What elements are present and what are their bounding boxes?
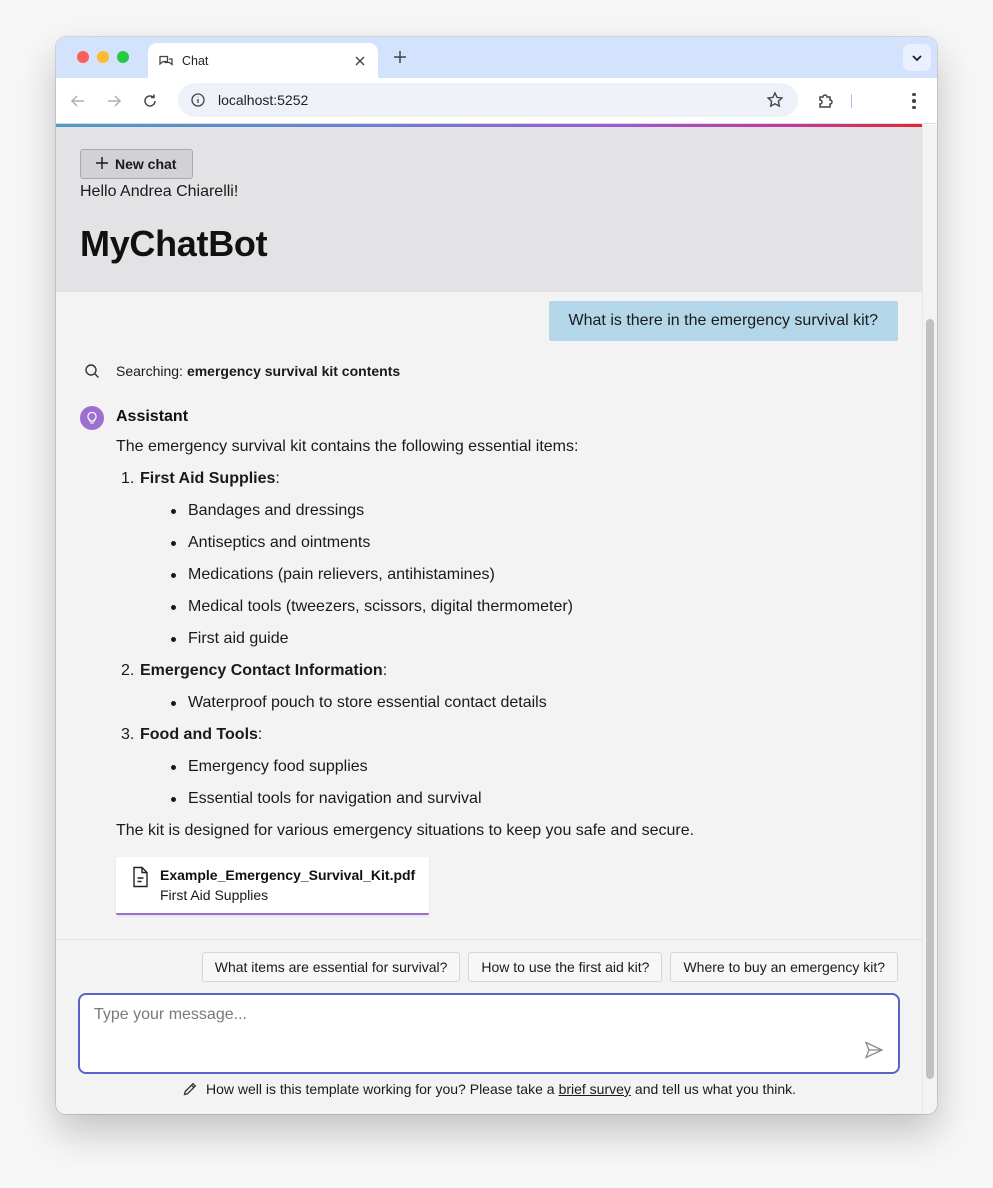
search-prefix: Searching: — [116, 363, 183, 379]
survey-text-after: and tell us what you think. — [634, 1081, 797, 1097]
list-item: Bandages and dressings — [140, 500, 896, 522]
suggestion-button[interactable]: How to use the first aid kit? — [468, 952, 662, 982]
answer-section: 1. First Aid Supplies: Bandages and dressings Antiseptics and ointments Medications (pain relievers, antihistamines) Medical tools (tweezers, scissors, digital thermometer) First aid guide — [116, 468, 896, 650]
search-status — [84, 363, 400, 379]
list-item: Medical tools (tweezers, scissors, digital thermometer) — [140, 596, 896, 618]
document-icon — [130, 866, 150, 888]
lightbulb-icon — [80, 406, 104, 430]
page-header — [56, 127, 922, 292]
user-message: What is there in the emergency survival kit? — [549, 301, 898, 341]
new-tab-button[interactable] — [390, 47, 410, 67]
forward-arrow-icon[interactable] — [104, 91, 124, 111]
site-info-icon[interactable] — [190, 92, 206, 108]
more-menu-icon[interactable] — [904, 91, 924, 111]
app-title: MyChatBot — [80, 223, 268, 264]
citation-subtitle: First Aid Supplies — [160, 887, 269, 903]
new-chat-button[interactable] — [80, 149, 193, 179]
bookmark-star-icon[interactable] — [766, 91, 784, 109]
section-title: Emergency Contact Information — [140, 662, 383, 679]
url-text: localhost:5252 — [218, 92, 309, 108]
list-item: First aid guide — [140, 628, 896, 650]
answer-intro: The emergency survival kit contains the following essential items: — [116, 438, 579, 455]
minimize-window-button[interactable] — [97, 51, 109, 63]
survey-banner — [56, 1081, 922, 1097]
page-viewport — [56, 127, 922, 1114]
citation-filename: Example_Emergency_Survival_Kit.pdf — [160, 867, 416, 883]
back-arrow-icon[interactable] — [68, 91, 88, 111]
pencil-icon — [182, 1081, 198, 1097]
answer-closing: The kit is designed for various emergency situations to keep you safe and secure. — [116, 822, 695, 839]
maximize-window-button[interactable] — [117, 51, 129, 63]
chat-bubble-icon — [158, 53, 174, 69]
answer-sections — [116, 468, 896, 810]
message-input-box — [78, 993, 900, 1074]
search-icon — [84, 363, 100, 379]
extensions-puzzle-icon[interactable] — [816, 91, 836, 111]
list-item: Waterproof pouch to store essential contact details — [140, 692, 896, 714]
survey-link[interactable]: brief survey — [558, 1081, 631, 1097]
citation-card[interactable] — [116, 857, 429, 915]
toolbar-divider — [851, 94, 852, 108]
browser-tab[interactable] — [148, 43, 378, 78]
search-query: emergency survival kit contents — [186, 363, 401, 379]
answer-section: 2. Emergency Contact Information: Waterproof pouch to store essential contact details — [116, 660, 896, 714]
tab-strip — [56, 37, 937, 78]
close-tab-icon[interactable] — [352, 53, 368, 69]
answer-section: 3. Food and Tools: Emergency food supplies Essential tools for navigation and survival — [116, 724, 896, 810]
browser-window — [56, 37, 937, 1114]
plus-icon — [95, 155, 109, 174]
tab-title: Chat — [182, 53, 209, 68]
composer-area — [56, 939, 922, 1114]
address-bar[interactable] — [178, 83, 798, 117]
survey-text-before: How well is this template working for you? Please take a — [205, 1081, 555, 1097]
list-item: Medications (pain relievers, antihistamines) — [140, 564, 896, 586]
suggestion-button[interactable]: What items are essential for survival? — [202, 952, 461, 982]
message-input[interactable] — [80, 995, 898, 1072]
suggestion-button[interactable]: Where to buy an emergency kit? — [670, 952, 898, 982]
scrollbar-thumb[interactable] — [926, 319, 934, 1079]
assistant-name: Assistant — [116, 408, 189, 425]
list-item: Emergency food supplies — [140, 756, 896, 778]
suggestion-list — [202, 952, 898, 982]
send-icon[interactable] — [864, 1040, 884, 1060]
browser-toolbar — [56, 78, 937, 124]
section-title: First Aid Supplies — [140, 470, 276, 487]
assistant-answer — [116, 436, 896, 842]
list-item: Essential tools for navigation and survival — [140, 788, 896, 810]
section-title: Food and Tools — [140, 726, 258, 743]
new-chat-label: New chat — [115, 156, 177, 172]
tab-search-button[interactable] — [903, 44, 931, 71]
reload-icon[interactable] — [140, 91, 160, 111]
greeting-text: Hello Andrea Chiarelli! — [80, 183, 239, 200]
close-window-button[interactable] — [77, 51, 89, 63]
list-item: Antiseptics and ointments — [140, 532, 896, 554]
